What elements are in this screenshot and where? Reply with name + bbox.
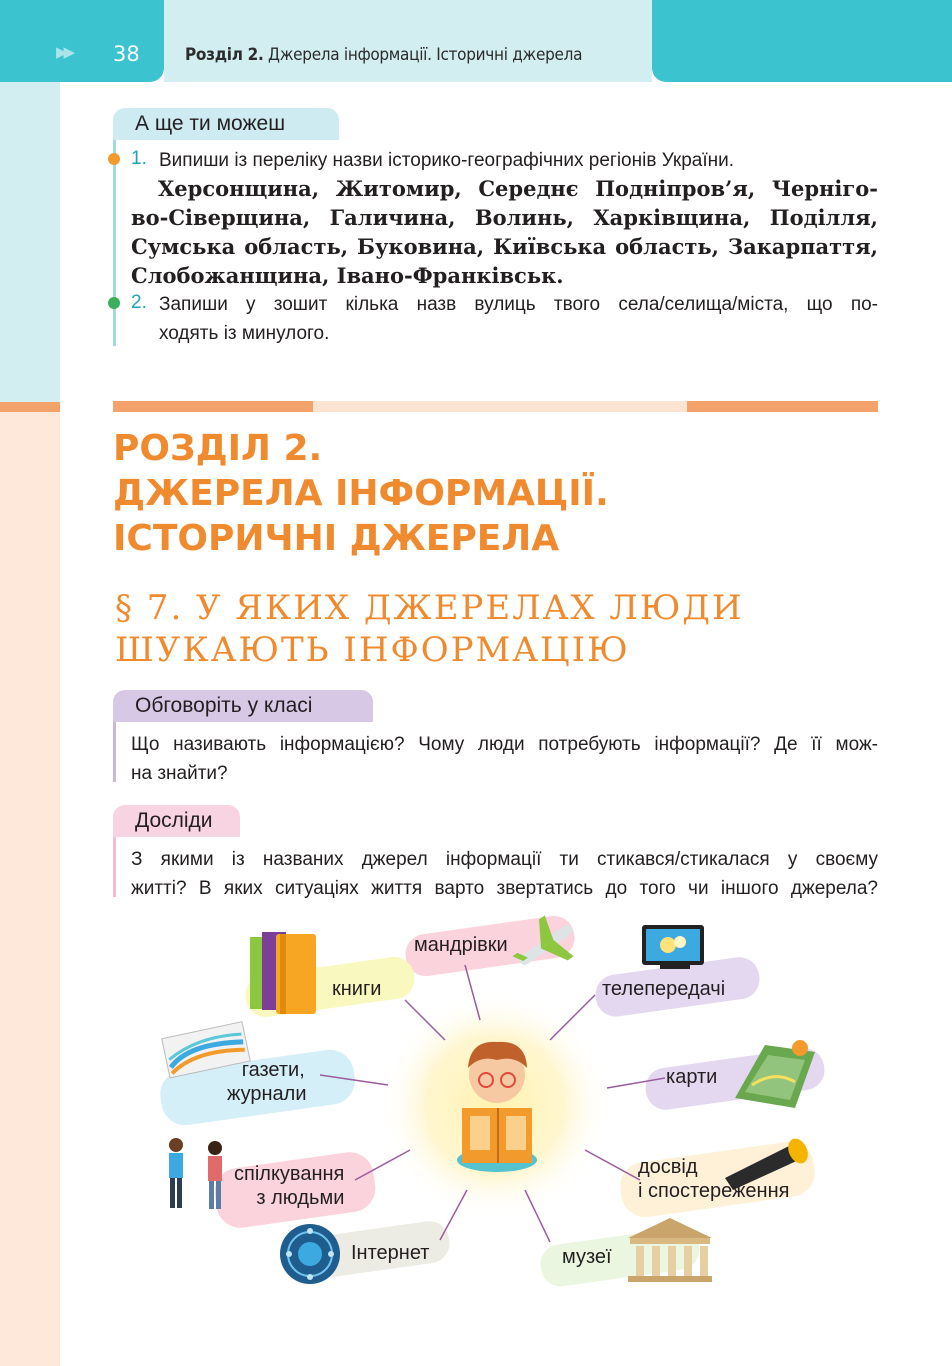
label-experience-line-2: і спостереження [638,1180,790,1202]
running-header-section: Розділ 2. [185,45,264,65]
label-experience-line-1: досвід [638,1156,698,1178]
paragraph-title-line-1: § 7. У ЯКИХ ДЖЕРЕЛАХ ЛЮДИ [115,588,744,628]
explore-tab: Досліди [113,805,240,837]
explore-text-line-1: З якими із названих джерел інформації ти стикався/стикалася у своєму [131,849,878,870]
tv-icon [642,925,704,969]
discuss-tab: Обговоріть у класі [113,690,373,722]
discuss-text-line-2: на знайти? [131,763,228,784]
label-talking [234,1162,344,1210]
label-experience [638,1155,789,1203]
discuss-text-line-1: Що називають інформацією? Чому люди потребують інформації? Де її мож- [131,734,878,755]
region-list-line-3: Сумська область, Буковина, Київська область, Закарпаття, [131,234,878,259]
paragraph-title-line-2: ШУКАЮТЬ ІНФОРМАЦІЮ [115,630,630,670]
task-2-number: 2. [131,292,147,313]
books-icon [250,932,316,1014]
chapter-title-line-1: РОЗДІЛ 2. [113,428,323,469]
task-1-number: 1. [131,148,147,169]
label-museums: музеї [562,1246,612,1268]
extra-task-tab: А ще ти можеш [113,108,339,140]
label-tv: телепередачі [602,978,726,1000]
region-list-line-2: во-Сіверщина, Галичина, Волинь, Харківщина, Поділля, [131,205,878,230]
label-travel: мандрівки [414,934,508,956]
label-newspapers-line-1: газети, [241,1059,305,1081]
task-2-text-line-2: ходять із минулого. [159,323,330,344]
label-maps: карти [666,1066,718,1088]
label-talking-line-2: з людьми [256,1187,345,1209]
region-list-line-1: Херсонщина, Житомир, Середнє Подніпров’я, Черніго- [158,176,878,201]
label-newspapers [227,1058,307,1106]
task-2-text-line-1: Запиши у зошит кілька назв вулиць твого села/селища/міста, що по- [159,294,878,315]
internet-globe-icon [280,1224,340,1284]
label-internet: Інтернет [351,1242,430,1264]
label-newspapers-line-2: журнали [227,1083,307,1105]
double-arrow-icon: ▶▶ [56,43,72,61]
region-list-line-4: Слобожанщина, Івано-Франківськ. [131,263,564,288]
running-header-rest: Джерела інформації. Історичні джерела [263,45,583,65]
page-number: 38 [113,42,140,66]
people-talking-icon [169,1138,222,1209]
label-books: книги [332,978,382,1000]
task-1-text: Випиши із переліку назви історико-географічних регіонів України. [159,150,735,171]
explore-text-line-2: житті? В яких ситуаціях життя варто звертатись до того чи іншого джерела? [131,878,878,899]
center-glow [380,990,610,1220]
chapter-title-line-2: ДЖЕРЕЛА ІНФОРМАЦІЇ. [113,473,609,514]
chapter-title-line-3: ІСТОРИЧНІ ДЖЕРЕЛА [113,518,560,559]
label-talking-line-1: спілкування [234,1163,345,1185]
